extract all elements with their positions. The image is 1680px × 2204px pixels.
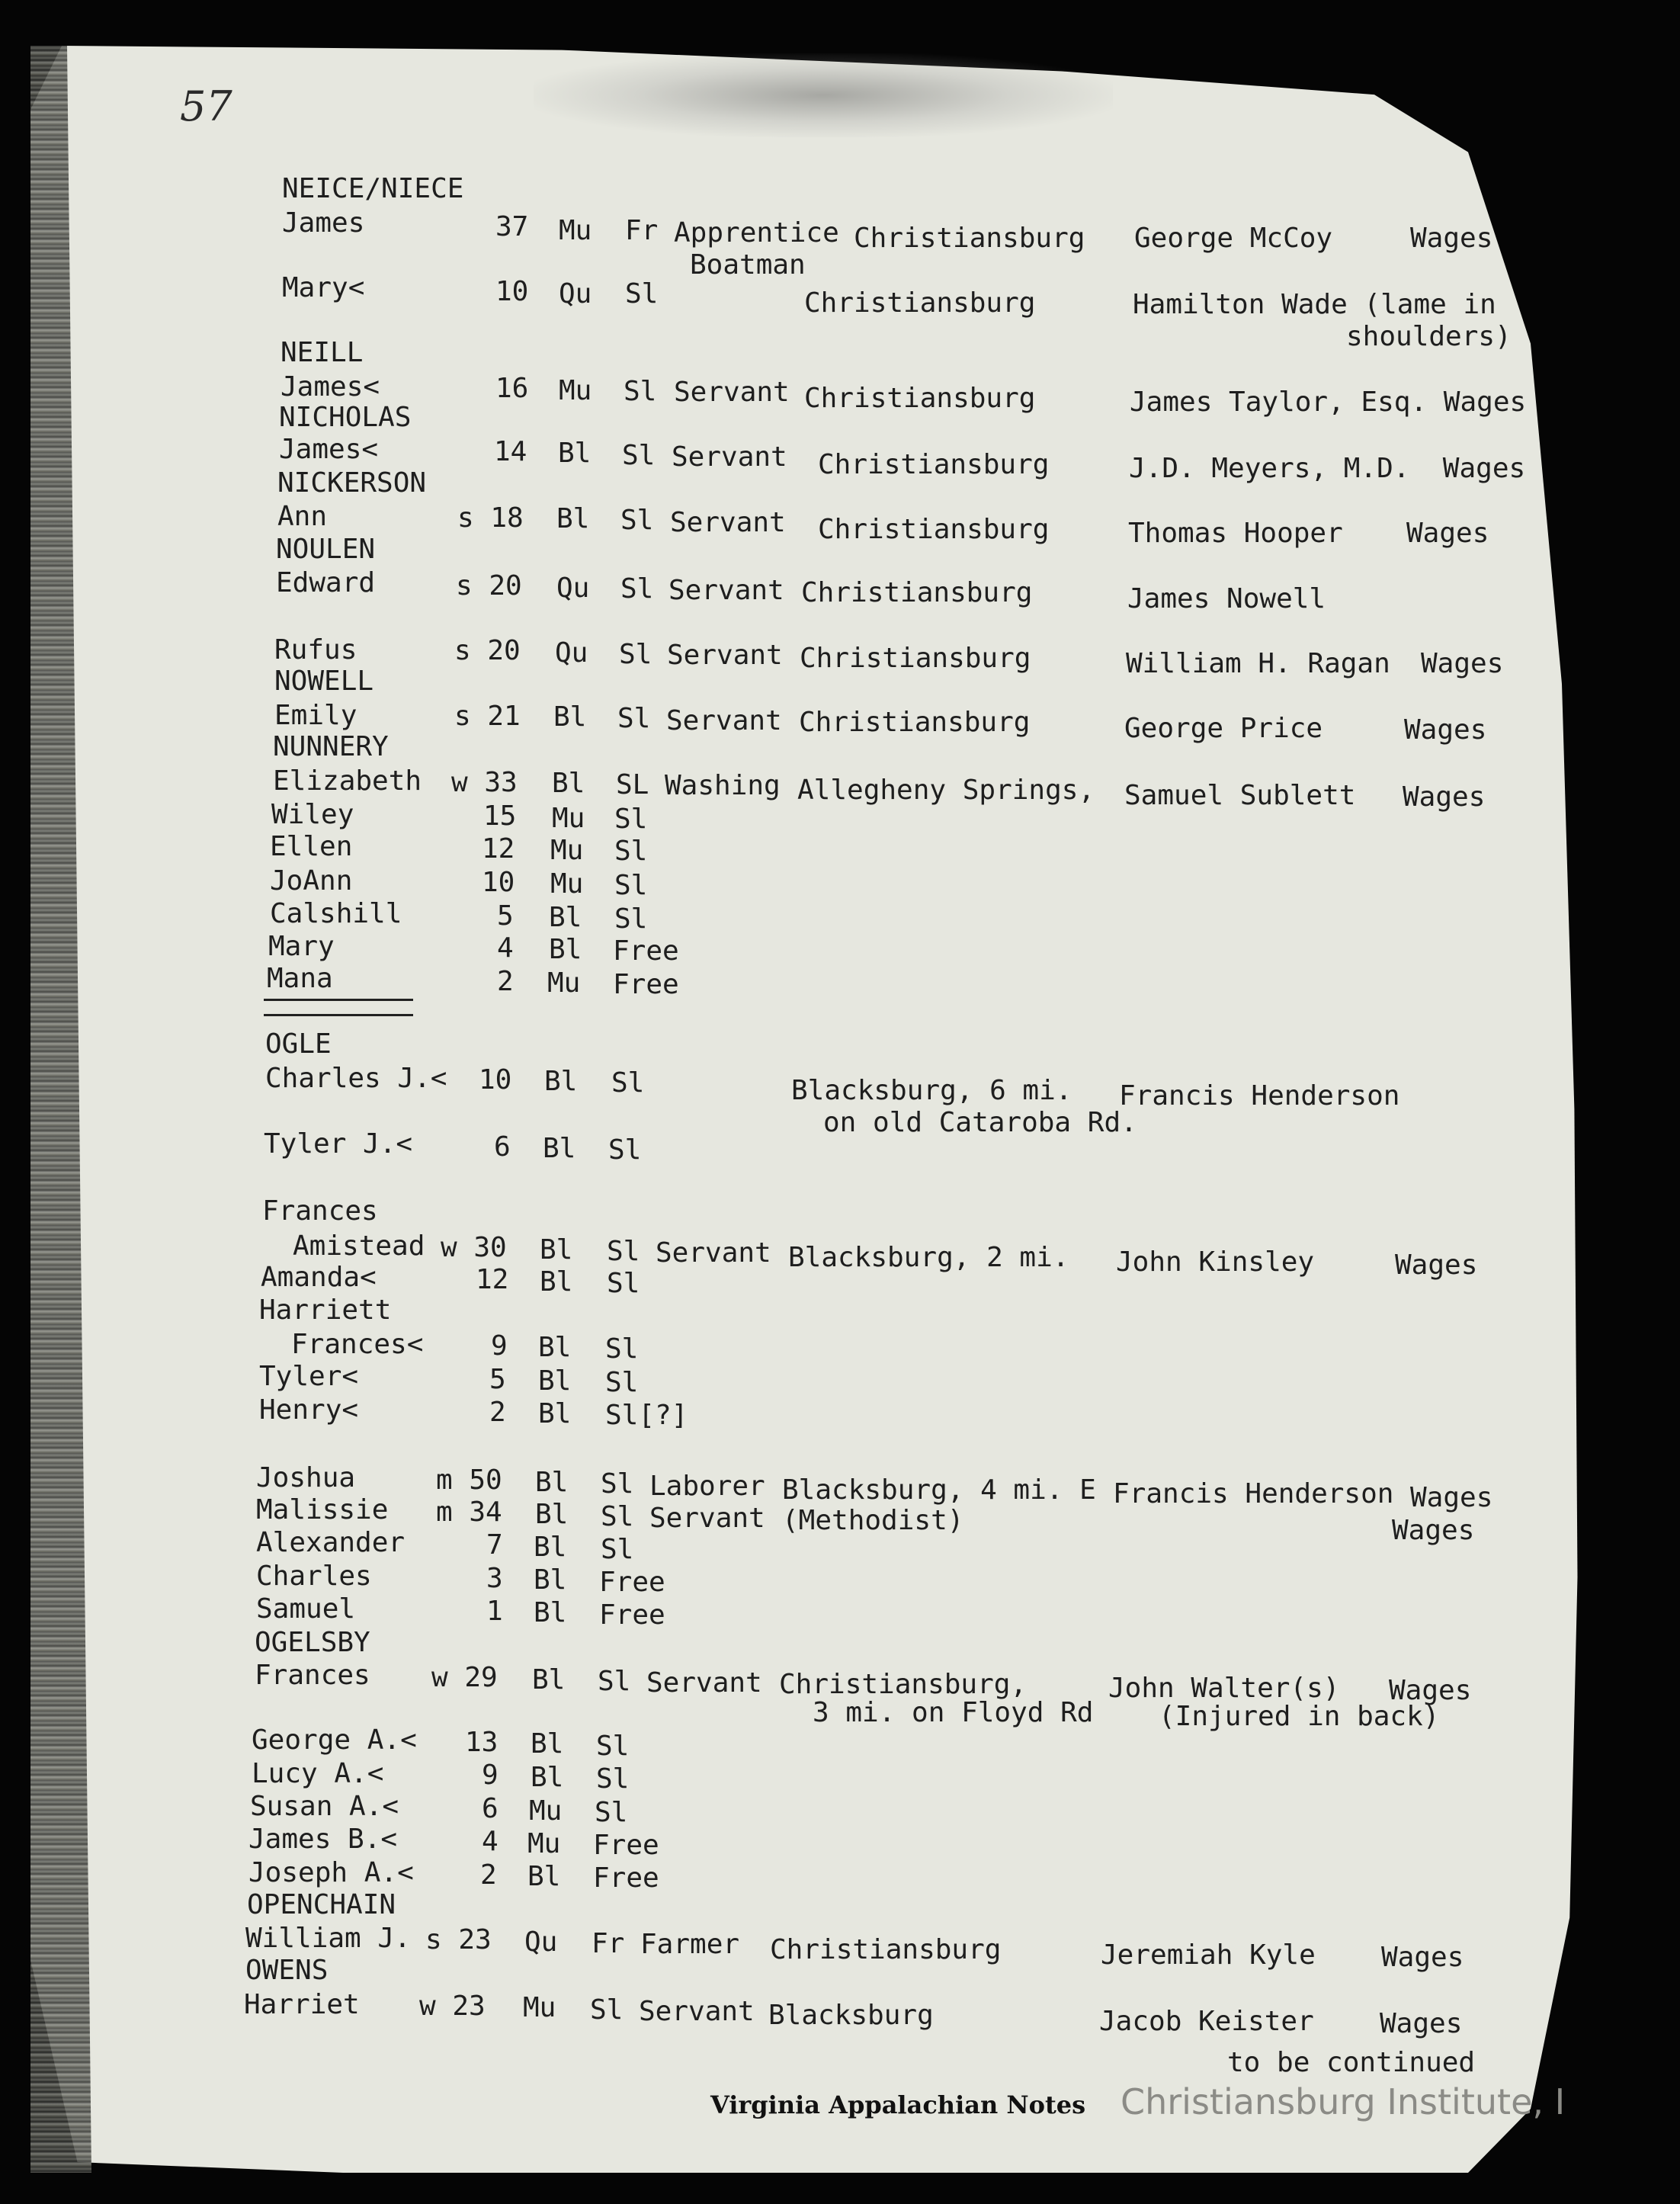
record-field: Bl [543,1133,576,1164]
record-field: OPENCHAIN [247,1889,396,1920]
record-field: Francis Henderson [1113,1478,1394,1509]
record-field: Sl [620,573,654,605]
record-field: Mu [547,967,581,999]
record-field: Bl [538,1332,572,1363]
record-field: Bl [549,934,582,965]
record-field: James Nowell [1127,583,1326,614]
record-field: Bl [534,1597,567,1628]
record-field: Christiansburg [854,223,1085,254]
record-field: Samuel Sublett [1124,780,1356,811]
record-field: James B.< [248,1824,398,1855]
record-field: Servant [667,640,783,671]
record-field: Bl [527,1861,561,1892]
record-field: Amistead [293,1230,425,1262]
record-field: Bl [531,1762,564,1793]
record-field: Mary [268,931,335,962]
record-field: (Injured in back) [1159,1701,1440,1732]
record-field: Alexander [256,1527,406,1558]
record-field: on old Cataroba Rd. [823,1107,1137,1138]
record-field: Wages [1389,1675,1472,1706]
record-field: 37 [495,211,529,242]
record-field: Sl[?] [605,1400,688,1431]
record-field: Christiansburg [804,383,1036,414]
record-field: George Price [1124,713,1323,744]
record-field: Christiansburg [799,707,1031,738]
record-field: Bl [534,1532,567,1563]
record-field: NICHOLAS [279,402,412,433]
record-field: Wages [1404,714,1487,746]
record-field: Servant [639,1996,755,2027]
record-field: Sl [614,870,648,901]
record-field: Sl [590,1994,624,2026]
record-field: Free [599,1567,665,1598]
record-field: Free [613,969,679,1000]
record-field: Wages [1406,518,1489,549]
record-field: 1 [486,1596,503,1627]
record-field: Washing [665,770,781,801]
record-field: Sl [619,639,652,670]
record-field: OGELSBY [255,1627,370,1658]
record-field: Bl [532,1664,566,1696]
record-field: 6 [494,1131,511,1163]
record-field: Christiansburg [801,577,1033,608]
record-field: John Kinsley [1116,1246,1315,1278]
record-field: 12 [476,1264,509,1295]
record-field: Harriett [259,1294,392,1326]
record-field: Susan A.< [250,1791,399,1822]
photocopy-smudge [534,53,1113,137]
record-field: Sl [595,1797,628,1828]
record-field: w 30 [441,1232,507,1263]
record-field: Sl [614,804,648,835]
record-field: Blacksburg [768,2000,934,2031]
record-field: 10 [479,1064,512,1096]
record-field: Sl [605,1367,639,1398]
record-field: Qu [556,573,590,604]
record-field: OGLE [265,1028,332,1060]
record-field: Frances [262,1195,378,1227]
record-field: Elizabeth [273,765,422,797]
record-field: s 21 [454,701,521,732]
record-field: Wages [1410,1482,1493,1513]
record-field: 6 [482,1793,499,1824]
record-field: Bl [558,438,592,469]
record-field: Christiansburg [770,1934,1002,1965]
record-field: 9 [482,1760,499,1791]
record-field: Sl [601,1468,634,1500]
record-field: Servant [666,705,782,736]
record-field: Blacksburg, 2 mi. [788,1242,1069,1273]
record-field: 10 [495,276,529,307]
record-field: 7 [486,1529,503,1561]
record-field: s 23 [425,1924,492,1955]
record-field: Henry< [259,1394,359,1426]
record-field: Free [613,935,679,967]
record-field: Bl [540,1266,573,1298]
record-field: Bl [544,1066,578,1097]
record-field: Mu [529,1795,563,1827]
record-field: Mary< [282,272,365,303]
record-field: Bl [538,1398,572,1429]
record-field: Mu [559,375,592,406]
record-field: Sl [596,1731,630,1762]
record-field: Mu [527,1828,561,1859]
record-field: Sl [617,703,651,734]
record-field: Servant [674,377,790,408]
record-field: John Walter(s) [1108,1673,1340,1704]
record-field: 3 mi. on Floyd Rd [813,1697,1094,1728]
record-field: Servant [672,441,787,473]
record-field: Emily [274,700,357,731]
record-field: Sl [622,440,656,471]
record-field: Malissie [256,1494,389,1525]
record-field: Harriet [244,1989,360,2020]
record-field: NEILL [281,337,364,368]
record-field: (Methodist) [782,1505,964,1536]
record-field: w 33 [451,767,518,798]
record-field: NICKERSON [277,467,427,499]
record-field: Sl [607,1268,640,1299]
record-field: Charles J.< [265,1063,447,1094]
record-field: Sl [605,1333,639,1365]
record-field: SL [616,769,649,800]
record-field: Christiansburg [818,449,1050,480]
record-field: Mu [523,1992,556,2023]
record-field: NEICE/NIECE [282,173,464,204]
record-field: Servant [646,1667,762,1699]
record-field: 16 [495,373,529,404]
record-field: James< [281,371,380,403]
page-number: 57 [180,82,232,130]
record-field: Thomas Hooper [1128,518,1343,549]
record-field: Blacksburg, 4 mi. E [782,1474,1096,1506]
record-field: Christiansburg [818,514,1050,545]
record-field: Bl [535,1499,569,1530]
record-field: Apprentice [674,217,839,249]
record-field: Sl [608,1134,642,1166]
record-field: s 20 [456,570,522,602]
record-field: Christiansburg, [779,1669,1028,1700]
record-field: Fr [625,215,659,246]
record-field: Ann [277,501,328,532]
record-field: Sl [624,376,657,407]
record-field: NOULEN [276,534,376,565]
record-field: Mana [267,963,333,994]
record-field: OWENS [245,1955,329,1986]
record-field: Farmer [640,1929,740,1960]
record-field: Servant [668,575,784,606]
record-field: w 29 [431,1662,498,1693]
record-field: Jeremiah Kyle [1101,1939,1316,1971]
record-field: Wages [1410,223,1493,254]
record-field: 14 [494,436,527,467]
record-field: Rufus [274,634,357,666]
record-field: Bl [553,701,587,733]
record-field: Bl [534,1564,567,1596]
record-field: Jacob Keister [1099,2006,1314,2037]
record-field: Edward [276,567,376,598]
record-field: Mu [550,868,584,900]
record-field: James [282,207,365,239]
record-field: Charles [256,1561,372,1592]
record-field: Lucy A.< [252,1758,384,1789]
record-field: George A.< [252,1724,417,1756]
record-field: Boatman [690,249,806,281]
record-field: Qu [524,1926,558,1958]
record-field: JoAnn [270,865,353,897]
record-field: Wiley [271,799,354,830]
watermark: Christiansburg Institute, I [1121,2081,1566,2122]
separator-rule-top [264,999,413,1001]
record-field: 2 [489,1397,506,1428]
record-field: J.D. Meyers, M.D. Wages [1129,453,1526,484]
record-field: 5 [497,900,514,932]
record-field: Qu [555,637,588,669]
record-field: Frances [255,1660,370,1691]
publication-title: Virginia Appalachian Notes [710,2090,1086,2119]
record-field: Sl [614,836,648,867]
record-field: Allegheny Springs, [797,775,1095,806]
record-field: m 34 [436,1497,502,1528]
record-field: Free [593,1830,659,1861]
record-field: 2 [497,966,514,997]
record-field: 5 [489,1364,506,1395]
record-field: Sl [598,1666,631,1697]
record-field: w 23 [419,1991,486,2022]
record-field: Tyler J.< [264,1128,413,1160]
record-field: Sl [596,1763,630,1795]
record-field: William J. [245,1923,411,1954]
record-field: 3 [486,1563,503,1594]
record-field: Hamilton Wade (lame in [1133,289,1496,320]
record-field: James Taylor, Esq. Wages [1130,387,1527,418]
record-field: Joseph A.< [248,1857,414,1888]
record-field: Francis Henderson [1119,1080,1400,1112]
record-field: Sl [620,505,654,536]
record-field: Tyler< [259,1361,359,1392]
record-field: Servant [656,1237,771,1269]
record-field: Sl [625,278,659,310]
record-field: Joshua [256,1462,356,1493]
record-field: 9 [491,1330,508,1362]
record-field: Calshill [270,898,402,929]
record-field: Sl [601,1534,634,1565]
record-field: Fr [592,1928,625,1959]
record-field: Christiansburg [800,643,1031,674]
record-field: Servant [649,1503,765,1534]
record-field: George McCoy [1134,223,1333,254]
record-field: Wages [1395,1250,1478,1281]
record-field: Bl [549,902,582,933]
record-field: William H. Ragan [1126,648,1390,679]
record-field: 13 [465,1727,499,1758]
record-field: 4 [497,932,514,964]
record-field: Bl [552,768,585,799]
record-field: Bl [535,1467,569,1498]
record-field: Sl [607,1236,640,1267]
record-field: Wages [1421,648,1504,679]
record-field: Sl [611,1067,645,1099]
record-field: m 50 [436,1465,502,1496]
record-field: s 18 [457,502,524,534]
separator-rule-bottom [264,1014,413,1016]
record-field: Mu [559,215,592,246]
record-field: Laborer [649,1471,765,1502]
record-field: Wages [1403,781,1486,813]
record-field: James< [279,434,379,465]
record-field: Amanda< [261,1262,377,1293]
record-field: s 20 [454,635,521,666]
record-field: to be continued [1227,2047,1476,2078]
record-field: Wages [1392,1515,1475,1546]
record-field: 10 [482,867,515,898]
record-field: Free [593,1862,659,1894]
record-field: Mu [550,835,584,866]
record-field: Sl [614,903,648,935]
record-field: Wages [1381,1942,1464,1973]
record-field: NOWELL [274,666,374,697]
record-field: Bl [556,503,590,534]
record-field: 15 [483,800,517,832]
record-field: NUNNERY [273,731,389,762]
record-field: Bl [540,1234,573,1266]
record-field: 2 [480,1859,497,1891]
record-field: Frances< [291,1329,424,1360]
record-field: Mu [552,803,585,834]
record-field: 4 [482,1826,499,1857]
record-field: Christiansburg [804,287,1036,319]
record-field: Free [599,1599,665,1631]
record-field: Bl [538,1365,572,1397]
record-field: Qu [559,278,592,310]
record-field: Blacksburg, 6 mi. [791,1075,1072,1106]
record-field: shoulders) [1346,321,1512,352]
record-field: Ellen [270,831,353,862]
record-field: Bl [531,1728,564,1760]
record-field: Wages [1380,2008,1463,2039]
record-field: 12 [482,833,515,865]
record-field: Sl [601,1501,634,1532]
record-field: Servant [670,507,786,538]
record-field: Samuel [256,1593,356,1625]
